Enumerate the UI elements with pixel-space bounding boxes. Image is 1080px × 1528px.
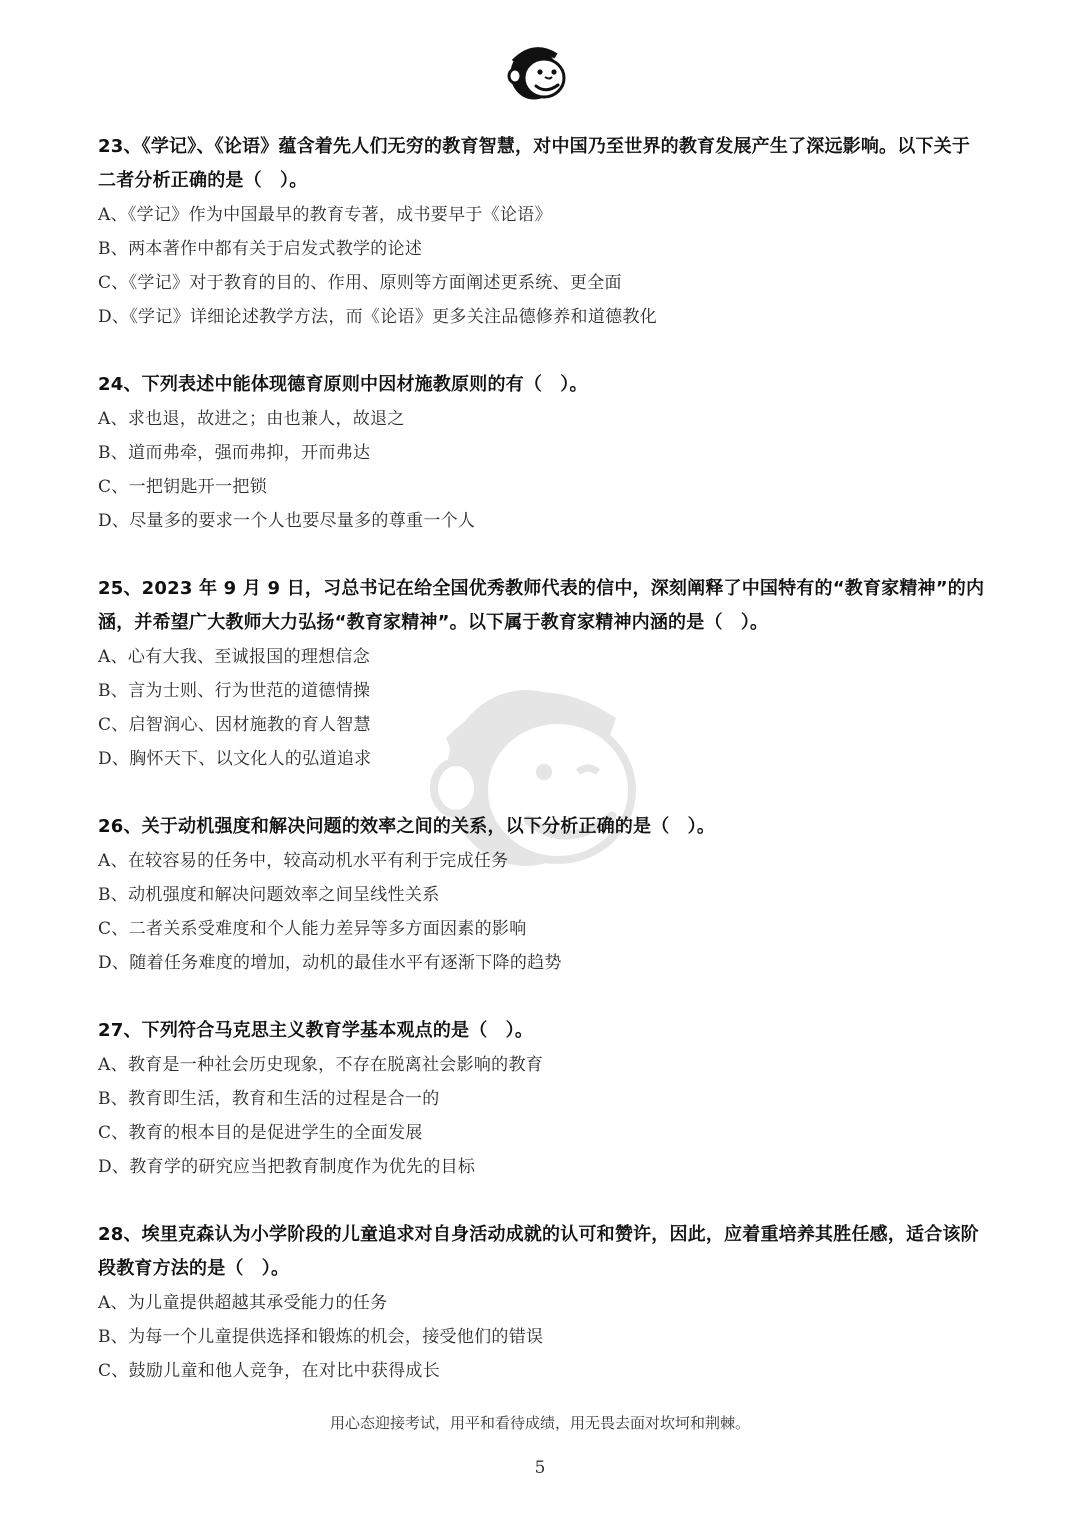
option-a: A、为儿童提供超越其承受能力的任务 — [98, 1293, 388, 1313]
question-stem: 25、2023 年 9 月 9 日，习总书记在给全国优秀教师代表的信中，深刻阐释了中国特有的“教育家精神”的内涵，并希望广大教师大力弘扬“教育家精神”。以下属于教育家精神内涵的是（ ）。 — [98, 578, 985, 633]
option-d: D、随着任务难度的增加，动机的最佳水平有逐渐下降的趋势 — [98, 953, 562, 973]
monkey-mascot-icon — [504, 40, 574, 102]
option-c: C、教育的根本目的是促进学生的全面发展 — [98, 1123, 423, 1143]
option-a: A、在较容易的任务中，较高动机水平有利于完成任务 — [98, 851, 509, 871]
question-stem: 27、下列符合马克思主义教育学基本观点的是（ ）。 — [98, 1020, 534, 1041]
option-c: C、二者关系受难度和个人能力差异等多方面因素的影响 — [98, 919, 527, 939]
question-27 — [98, 1014, 988, 1184]
option-c: C、启智润心、因材施教的育人智慧 — [98, 715, 371, 735]
option-b: B、道而弗牵，强而弗抑，开而弗达 — [98, 443, 371, 463]
question-26 — [98, 810, 988, 980]
question-28 — [98, 1218, 988, 1388]
option-d: D、尽量多的要求一个人也要尽量多的尊重一个人 — [98, 511, 476, 531]
option-a: A、求也退，故进之；由也兼人，故退之 — [98, 409, 405, 429]
footer-motto: 用心态迎接考试，用平和看待成绩，用无畏去面对坎坷和荆棘。 — [329, 1414, 750, 1432]
question-stem: 24、下列表述中能体现德育原则中因材施教原则的有（ ）。 — [98, 374, 588, 395]
question-24 — [98, 368, 988, 538]
question-stem: 28、埃里克森认为小学阶段的儿童追求对自身活动成就的认可和赞许，因此，应着重培养其胜任感，适合该阶段教育方法的是（ ）。 — [98, 1224, 979, 1279]
option-c: C、鼓励儿童和他人竞争，在对比中获得成长 — [98, 1361, 441, 1381]
question-list — [98, 130, 988, 1422]
question-stem: 26、关于动机强度和解决问题的效率之间的关系，以下分析正确的是（ ）。 — [98, 816, 716, 837]
option-d: D、《学记》详细论述教学方法，而《论语》更多关注品德修养和道德教化 — [98, 307, 658, 327]
option-b: B、教育即生活，教育和生活的过程是合一的 — [98, 1089, 440, 1109]
option-d: D、胸怀天下、以文化人的弘道追求 — [98, 749, 372, 769]
option-a: A、教育是一种社会历史现象，不存在脱离社会影响的教育 — [98, 1055, 544, 1075]
question-23 — [98, 130, 988, 334]
option-d: D、教育学的研究应当把教育制度作为优先的目标 — [98, 1157, 476, 1177]
option-c: C、一把钥匙开一把锁 — [98, 477, 268, 497]
page-number: 5 — [534, 1458, 546, 1478]
option-b: B、言为士则、行为世范的道德情操 — [98, 681, 371, 701]
question-25 — [98, 572, 988, 776]
option-a: A、心有大我、至诚报国的理想信念 — [98, 647, 371, 667]
option-b: B、为每一个儿童提供选择和锻炼的机会，接受他们的错误 — [98, 1327, 544, 1347]
option-b: B、两本著作中都有关于启发式教学的论述 — [98, 239, 423, 259]
option-a: A、《学记》作为中国最早的教育专著，成书要早于《论语》 — [98, 205, 552, 225]
question-stem: 23、《学记》、《论语》蕴含着先人们无穷的教育智慧，对中国乃至世界的教育发展产生了深远影响。以下关于二者分析正确的是（ ）。 — [98, 136, 971, 191]
option-b: B、动机强度和解决问题效率之间呈线性关系 — [98, 885, 440, 905]
option-c: C、《学记》对于教育的目的、作用、原则等方面阐述更系统、更全面 — [98, 273, 622, 293]
